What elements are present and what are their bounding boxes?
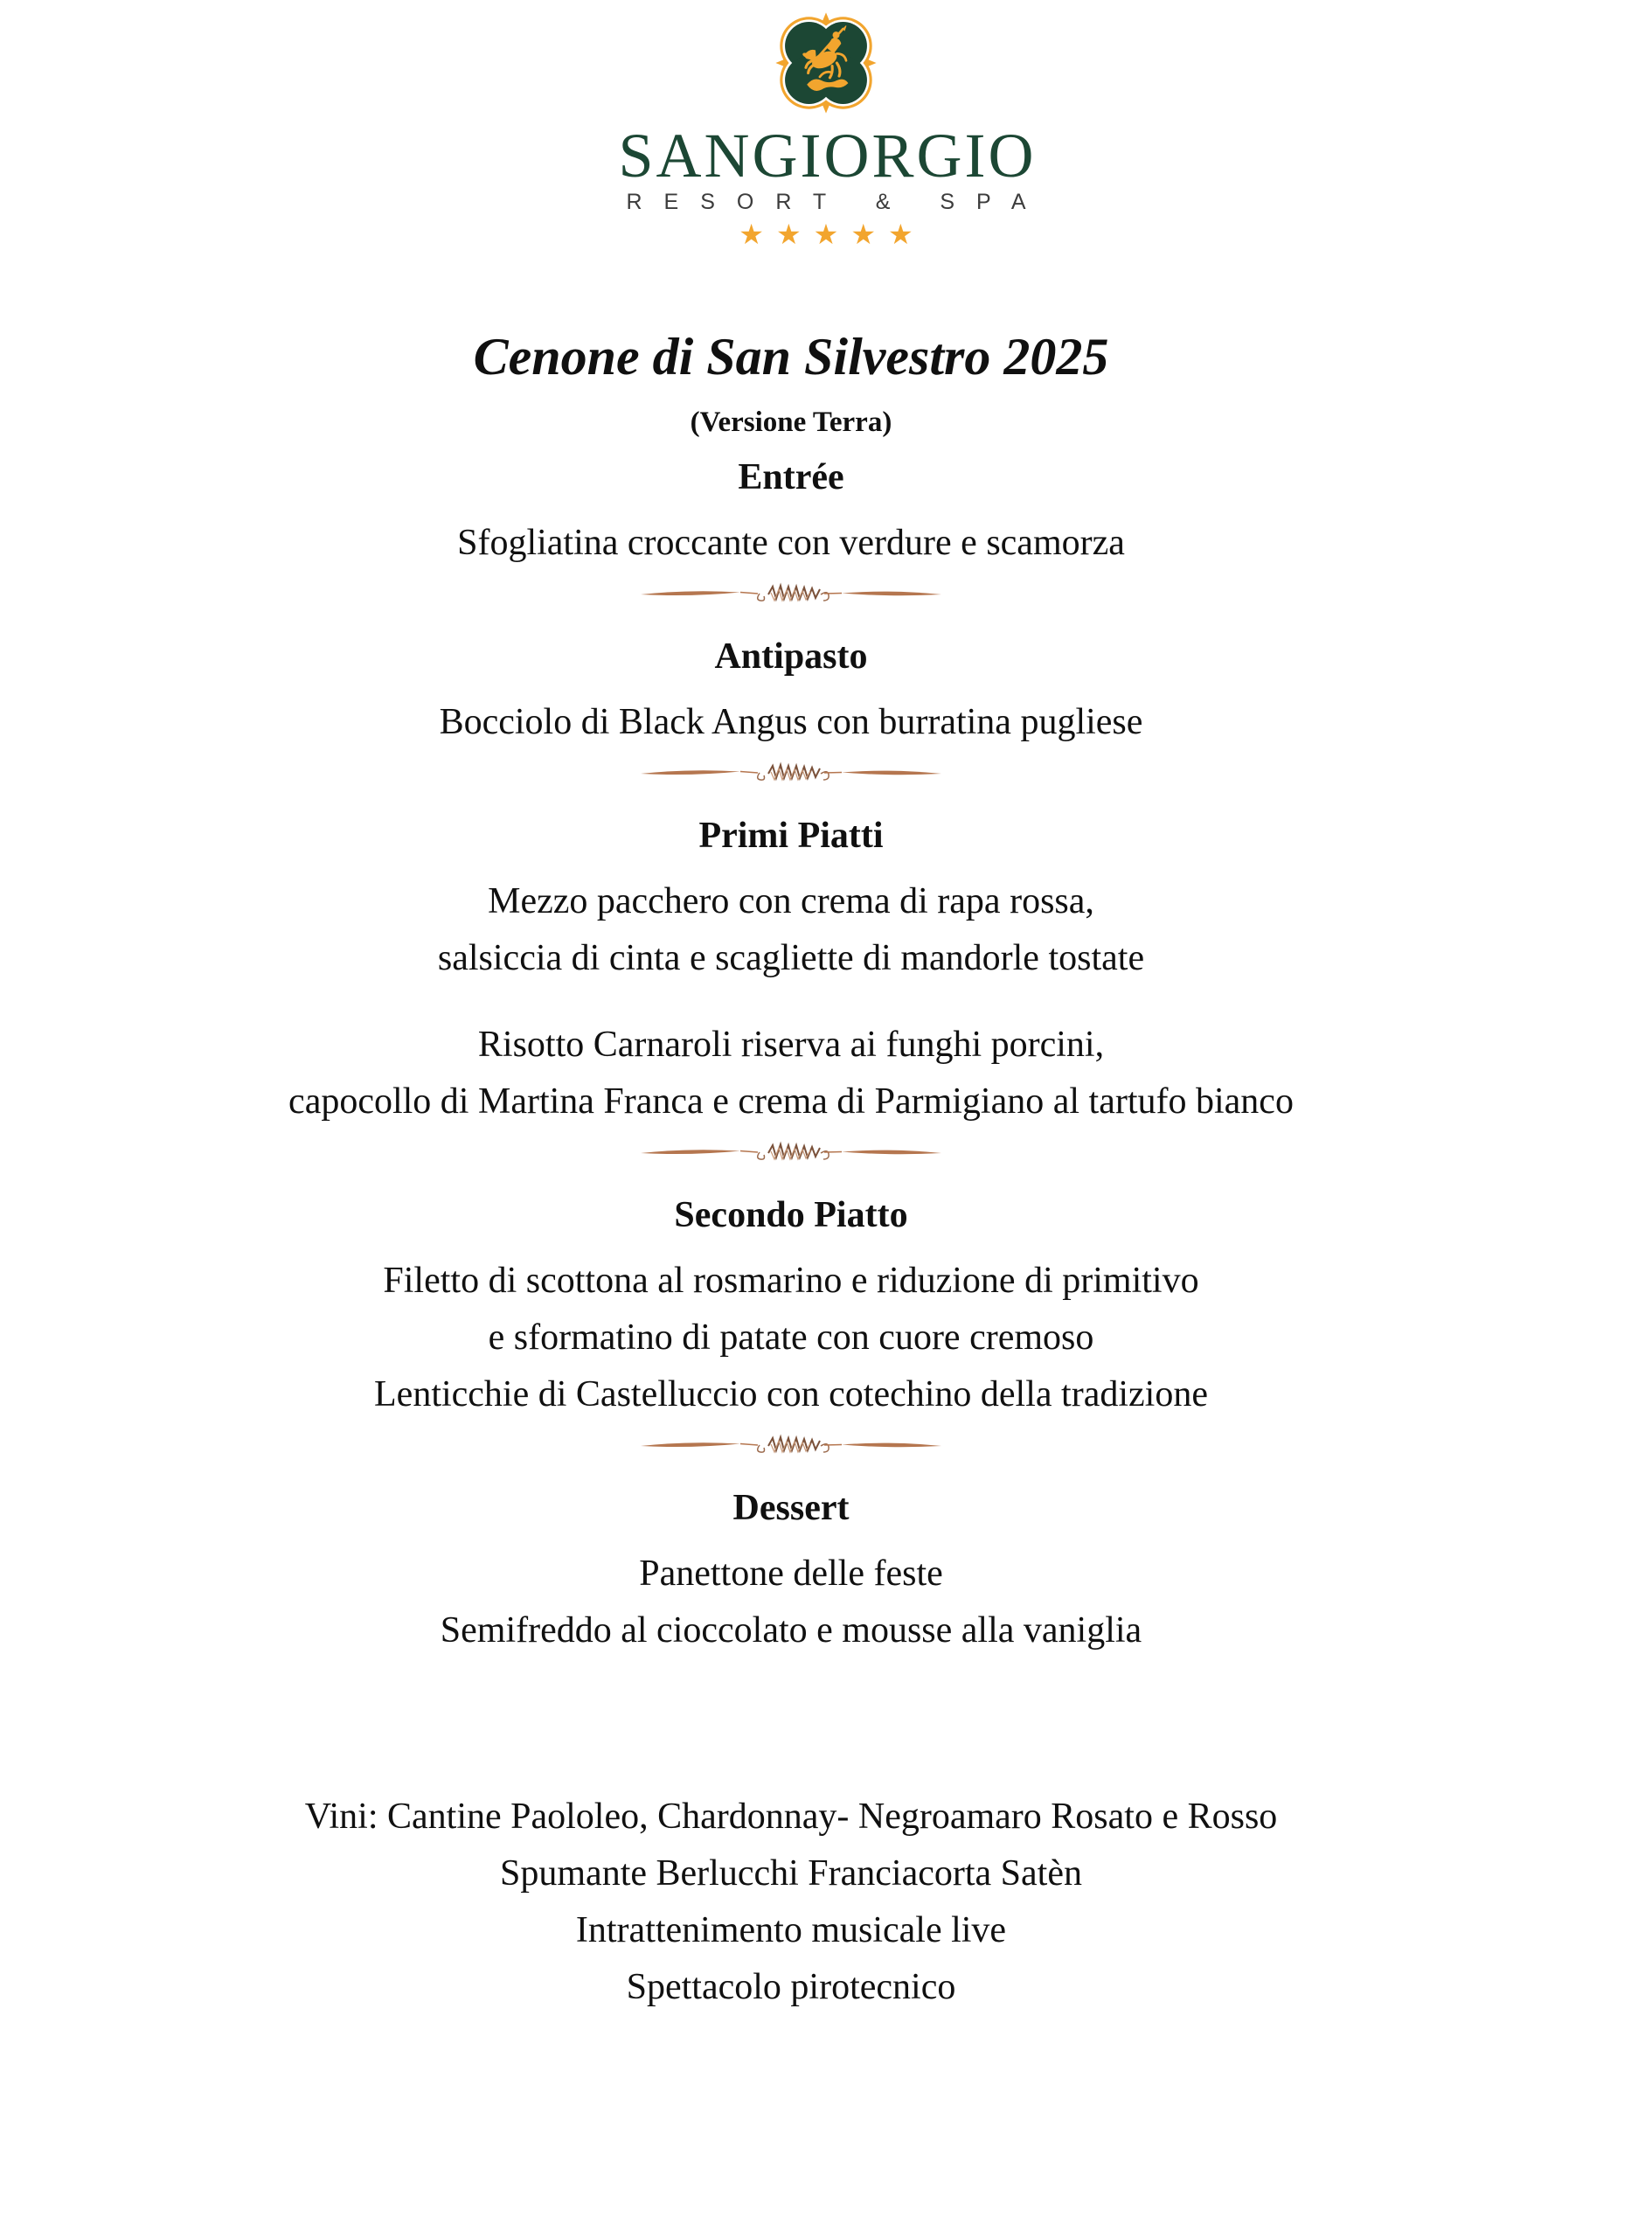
section-primi-piatti bbox=[0, 808, 1582, 1130]
section-title: Secondo Piatto bbox=[674, 1195, 908, 1235]
section-secondo-piatto bbox=[0, 1187, 1582, 1423]
extras-line: Spumante Berlucchi Franciacorta Satèn bbox=[500, 1853, 1082, 1894]
extras-line: Intrattenimento musicale live bbox=[575, 1910, 1007, 1950]
five-star-rating: ★★★★★ bbox=[739, 218, 926, 251]
ornament-divider bbox=[637, 580, 945, 607]
brand-tagline: RESORT & SPA bbox=[626, 190, 1048, 214]
menu-item: Mezzo pacchero con crema di rapa rossa, bbox=[488, 881, 1094, 921]
menu-item: Semifreddo al cioccolato e mousse alla vaniglia bbox=[440, 1610, 1142, 1651]
menu-item: Bocciolo di Black Angus con burratina pugliese bbox=[439, 702, 1143, 742]
section-title: Primi Piatti bbox=[698, 816, 884, 856]
extras-line: Vini: Cantine Paololeo, Chardonnay- Negroamaro Rosato e Rosso bbox=[304, 1797, 1278, 1837]
menu-item: e sformatino di patate con cuore cremoso bbox=[488, 1317, 1094, 1358]
section-dessert bbox=[0, 1480, 1582, 1659]
menu-item: Filetto di scottona al rosmarino e riduzione di primitivo bbox=[383, 1261, 1199, 1301]
st-george-emblem-icon bbox=[772, 9, 880, 117]
ornament-divider bbox=[637, 1139, 945, 1165]
section-title: Dessert bbox=[732, 1488, 850, 1528]
menu-version-note: (Versione Terra) bbox=[690, 407, 892, 438]
ornament-divider bbox=[637, 1432, 945, 1458]
menu-item: Sfogliatina croccante con verdure e scamorza bbox=[457, 523, 1125, 563]
section-antipasto bbox=[0, 629, 1582, 751]
menu-item: Panettone delle feste bbox=[639, 1553, 943, 1594]
menu-item: Lenticchie di Castelluccio con cotechino della tradizione bbox=[374, 1374, 1208, 1414]
section-entree bbox=[0, 449, 1582, 572]
extras-line: Spettacolo pirotecnico bbox=[626, 1967, 956, 2007]
section-title: Entrée bbox=[738, 457, 844, 497]
resort-logo bbox=[0, 0, 1652, 250]
menu-title: Cenone di San Silvestro 2025 bbox=[473, 328, 1109, 386]
menu-item: salsiccia di cinta e scagliette di mandorle tostate bbox=[437, 938, 1145, 978]
menu-content bbox=[0, 325, 1582, 2016]
brand-name: SANGIORGIO bbox=[618, 121, 1037, 191]
ornament-divider bbox=[637, 760, 945, 786]
menu-item: capocollo di Martina Franca e crema di Parmigiano al tartufo bianco bbox=[288, 1081, 1294, 1122]
menu-extras bbox=[0, 1789, 1582, 2016]
section-title: Antipasto bbox=[714, 636, 868, 677]
menu-item: Risotto Carnaroli riserva ai funghi porcini, bbox=[477, 1025, 1105, 1065]
